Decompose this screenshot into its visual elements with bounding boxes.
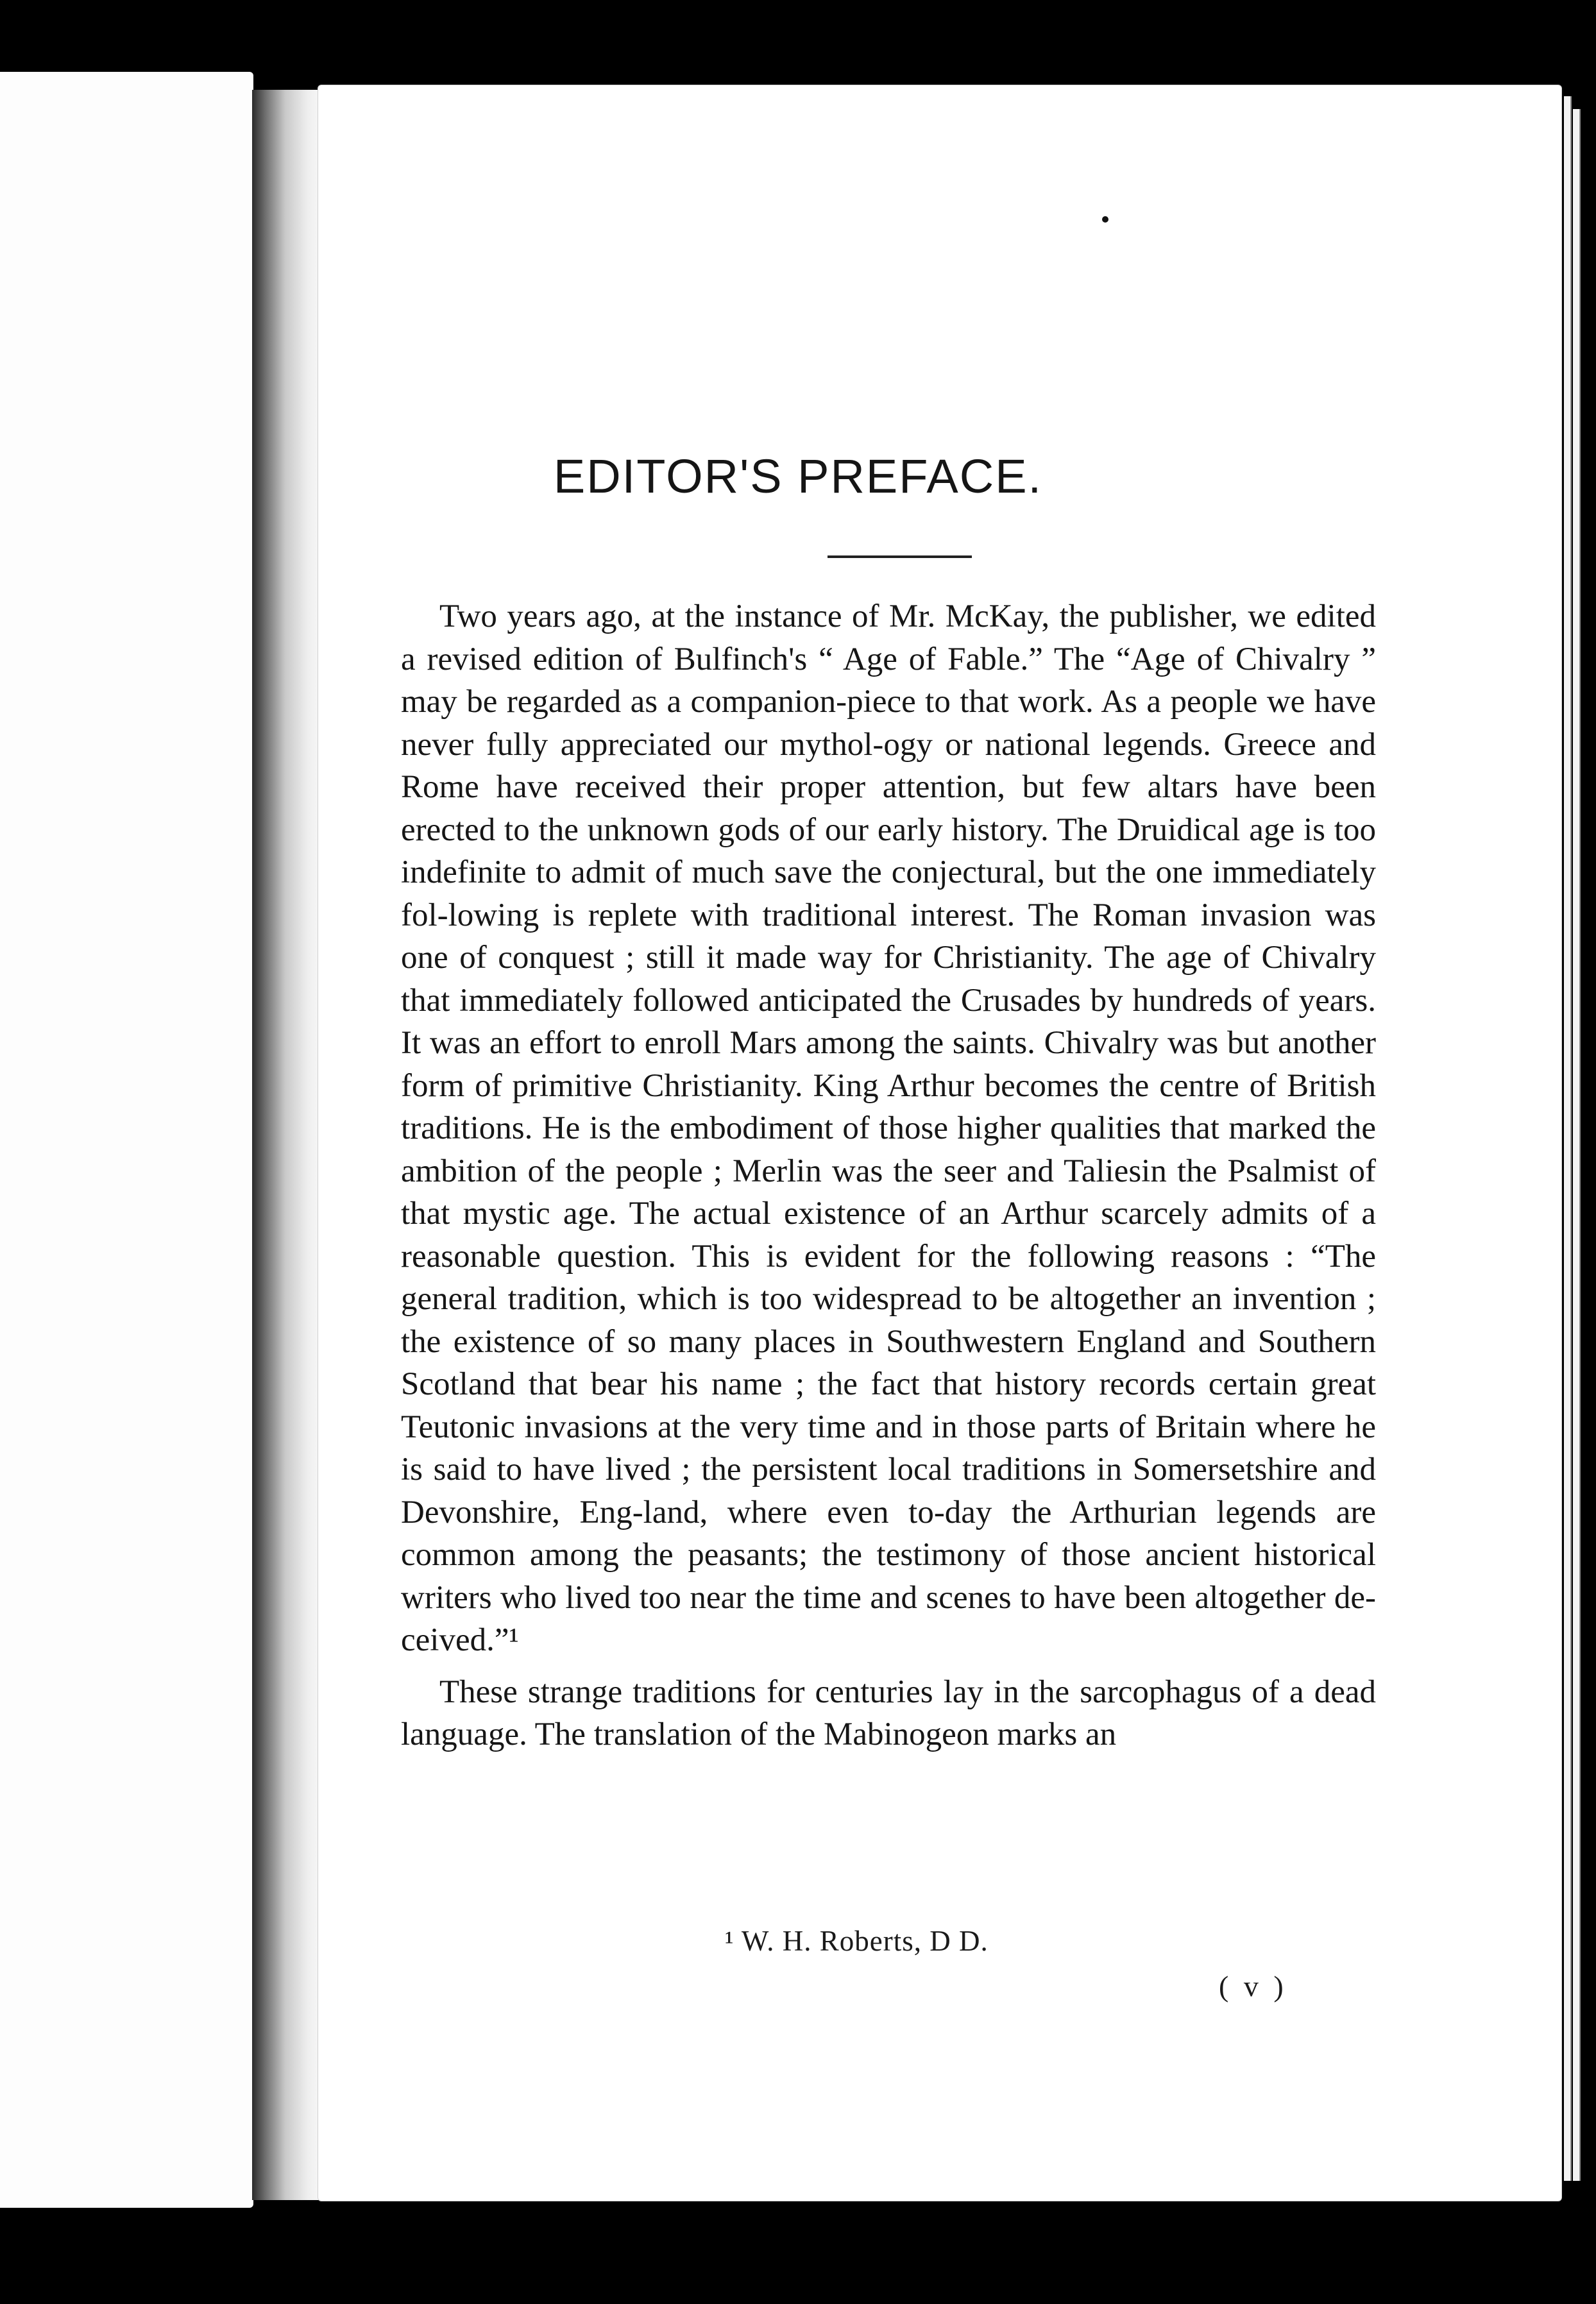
page-edge — [1564, 96, 1572, 2181]
paragraph: These strange traditions for centuries lay in the sarcophagus of a dead language. The translation of the Mabinogeon marks an — [401, 1673, 1376, 1752]
page-edge — [1573, 109, 1581, 2181]
page-title: EDITOR'S PREFACE. — [553, 450, 1043, 503]
preface-body — [401, 595, 1376, 1756]
footnote: ¹ W. H. Roberts, D D. — [725, 1925, 989, 1957]
book-gutter-shadow — [252, 90, 326, 2200]
title-rule — [828, 555, 972, 558]
print-speck — [1102, 216, 1108, 223]
page-number: ( v ) — [1219, 1970, 1287, 2003]
paragraph: Two years ago, at the instance of Mr. McKay, the publisher, we edited a revised edition of Bulfinch's “ Age of Fable.” The “Age of Chivalry ” may be regarded as a companion-piece to that work. As a people we have never fully appreciated our mythol-ogy or national legends. Greece and Rome have received their proper attention, but few altars have been erected to the unknown gods of our early history. The Druidical age is too indefinite to admit of much save the conjectural, but the one immediately fol-lowing is replete with traditional interest. The Roman invasion was one of conquest ; still it made way for Christianity. The age of Chivalry that immediately followed anticipated the Crusades by hundreds of years. It was an effort to enroll Mars among the saints. Chivalry was but another form of primitive Christianity. King Arthur becomes the centre of British traditions. He is the embodiment of those higher qualities that marked the ambition of the people ; Merlin was the seer and Taliesin the Psalmist of that mystic age. The actual existence of an Arthur scarcely admits of a reasonable question. This is evident for the following reasons : “The general tradition, which is too widespread to be altogether an invention ; the existence of so many places in Southwestern England and Southern Scotland that bear his name ; the fact that history records certain great Teutonic invasions at the very time and in those parts of Britain where he is said to have lived ; the persistent local traditions in Somersetshire and Devonshire, Eng-land, where even to-day the Arthurian legends are common among the peasants; the testimony of those ancient historical writers who lived too near the time and scenes to have been altogether de-ceived.”¹ — [401, 598, 1376, 1658]
facing-page — [0, 72, 253, 2208]
